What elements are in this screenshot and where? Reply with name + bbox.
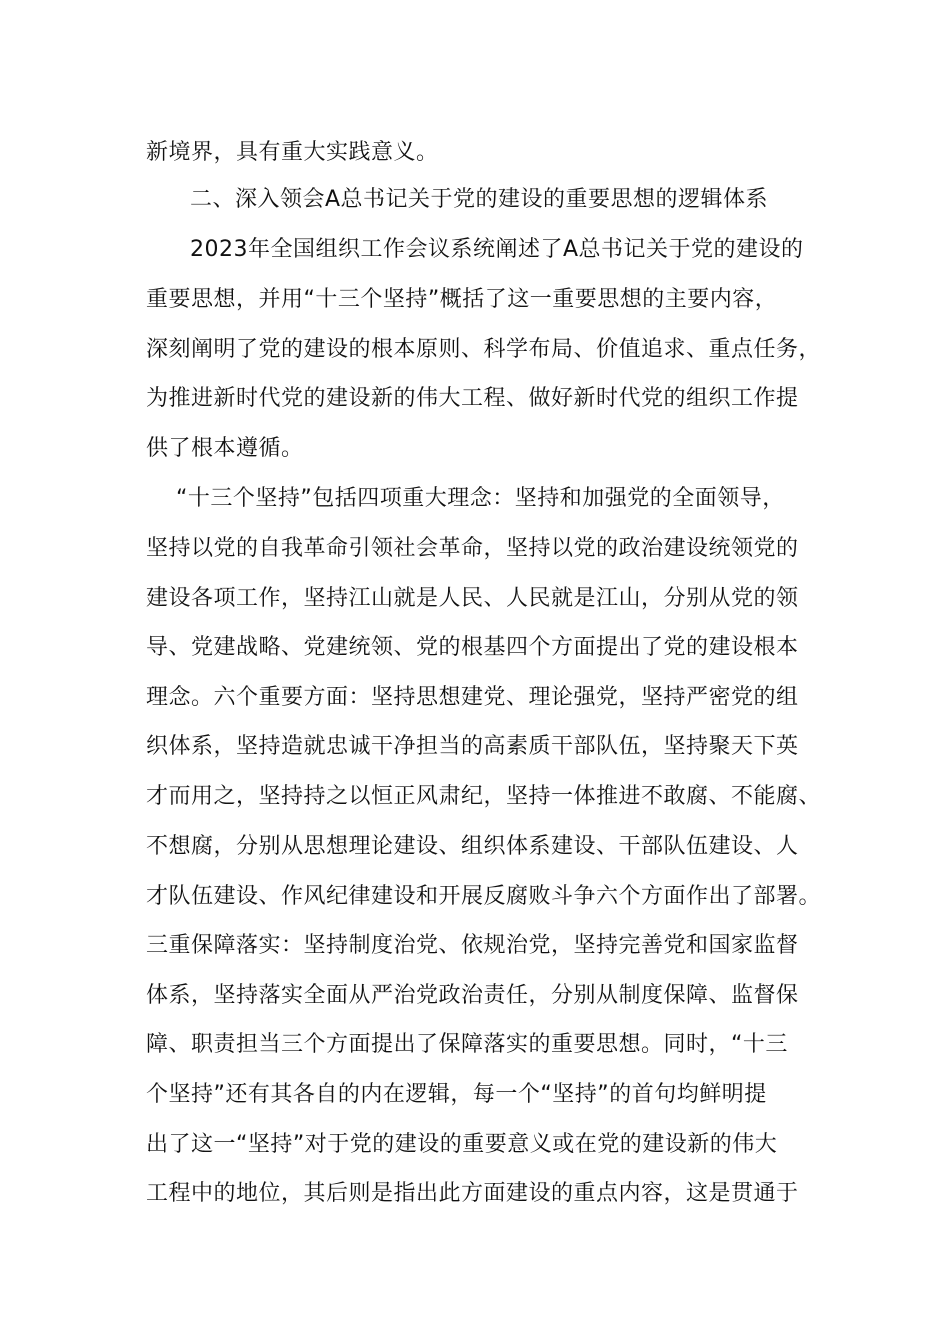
text-line: 才队伍建设、作风纪律建设和开展反腐败斗争六个方面作出了部署。 <box>146 884 822 909</box>
text-line: 体系，坚持落实全面从严治党政治责任，分别从制度保障、监督保 <box>146 983 799 1008</box>
text-line: 理念。六个重要方面：坚持思想建党、理论强党，坚持严密党的组 <box>146 685 799 710</box>
text-line: 建设各项工作，坚持江山就是人民、人民就是江山，分别从党的领 <box>146 586 799 611</box>
text-line: “十三个坚持”包括四项重大理念：坚持和加强党的全面领导， <box>176 486 785 511</box>
text-line: 三重保障落实：坚持制度治党、依规治党，坚持完善党和国家监督 <box>146 933 799 958</box>
text-line: 出了这一“坚持”对于党的建设的重要意义或在党的建设新的伟大 <box>146 1132 778 1157</box>
text-line: 导、党建战略、党建统领、党的根基四个方面提出了党的建设根本 <box>146 635 799 660</box>
text-line: 障、职责担当三个方面提出了保障落实的重要思想。同时，“十三 <box>146 1032 788 1057</box>
text-line: 坚持以党的自我革命引领社会革命，坚持以党的政治建设统领党的 <box>146 536 799 561</box>
text-line: 个坚持”还有其各自的内在逻辑，每一个“坚持”的首句均鲜明提 <box>146 1082 767 1107</box>
text-line: 不想腐，分别从思想理论建设、组织体系建设、干部队伍建设、人 <box>146 834 799 859</box>
text-line: 深刻阐明了党的建设的根本原则、科学布局、价值追求、重点任务， <box>146 337 822 362</box>
text-line: 新境界，具有重大实践意义。 <box>146 140 439 165</box>
text-line: 为推进新时代党的建设新的伟大工程、做好新时代党的组织工作提 <box>146 386 799 411</box>
text-line: 织体系，坚持造就忠诚干净担当的高素质干部队伍，坚持聚天下英 <box>146 734 799 759</box>
text-line: 才而用之，坚持持之以恒正风肃纪，坚持一体推进不敢腐、不能腐、 <box>146 784 822 809</box>
section-heading: 二、深入领会A总书记关于党的建设的重要思想的逻辑体系 <box>190 187 769 212</box>
text-line: 2023年全国组织工作会议系统阐述了A总书记关于党的建设的 <box>190 237 804 262</box>
text-line: 工程中的地位，其后则是指出此方面建设的重点内容，这是贯通于 <box>146 1181 799 1206</box>
text-line: 供了根本遵循。 <box>146 436 304 461</box>
text-line: 重要思想，并用“十三个坚持”概括了这一重要思想的主要内容， <box>146 287 778 312</box>
